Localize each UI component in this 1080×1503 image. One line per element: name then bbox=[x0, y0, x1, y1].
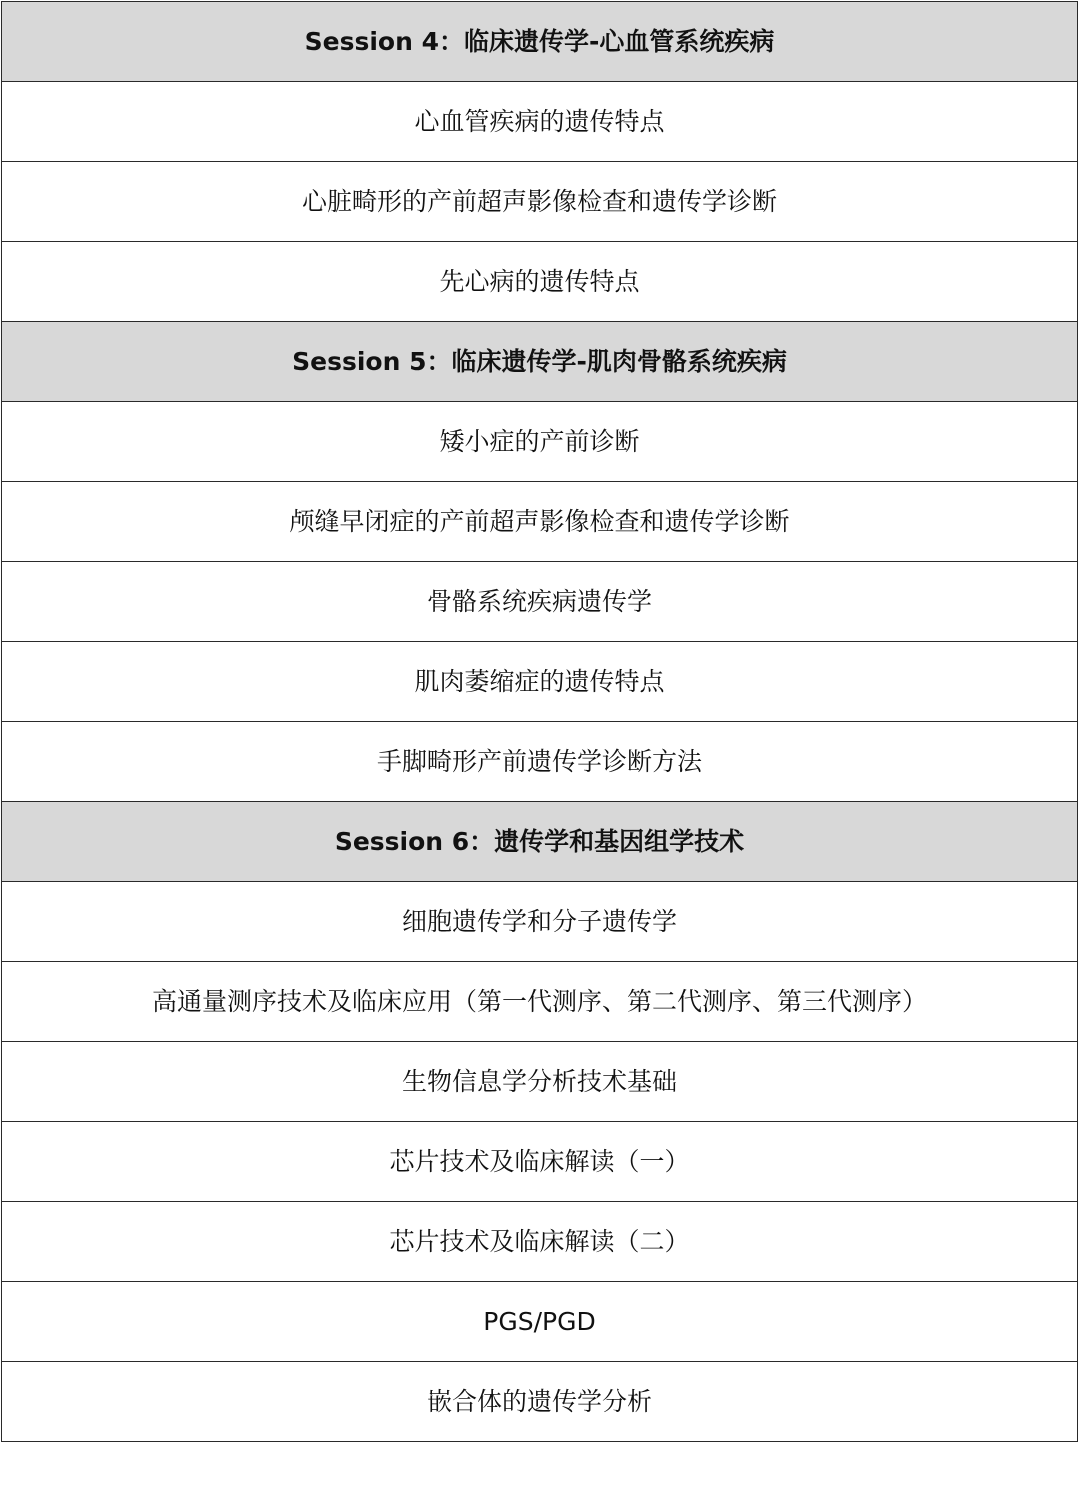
session-title: Session 6：遗传学和基因组学技术 bbox=[2, 802, 1078, 882]
topic-row bbox=[2, 722, 1078, 802]
session-header-row bbox=[2, 2, 1078, 82]
session-title: Session 5：临床遗传学-肌肉骨骼系统疾病 bbox=[2, 322, 1078, 402]
session-title: Session 4：临床遗传学-心血管系统疾病 bbox=[2, 2, 1078, 82]
topic-row bbox=[2, 402, 1078, 482]
topic-cell: PGS/PGD bbox=[2, 1282, 1078, 1362]
topic-row bbox=[2, 1042, 1078, 1122]
topic-cell: 骨骼系统疾病遗传学 bbox=[2, 562, 1078, 642]
topic-row bbox=[2, 1202, 1078, 1282]
topic-row bbox=[2, 1362, 1078, 1442]
topic-row bbox=[2, 642, 1078, 722]
topic-row bbox=[2, 482, 1078, 562]
topic-row bbox=[2, 1122, 1078, 1202]
topic-row bbox=[2, 162, 1078, 242]
topic-cell: 颅缝早闭症的产前超声影像检查和遗传学诊断 bbox=[2, 482, 1078, 562]
topic-cell: 芯片技术及临床解读（二） bbox=[2, 1202, 1078, 1282]
topic-row bbox=[2, 562, 1078, 642]
topic-cell: 矮小症的产前诊断 bbox=[2, 402, 1078, 482]
topic-cell: 手脚畸形产前遗传学诊断方法 bbox=[2, 722, 1078, 802]
topic-cell: 细胞遗传学和分子遗传学 bbox=[2, 882, 1078, 962]
topic-row bbox=[2, 882, 1078, 962]
session-schedule-table bbox=[1, 1, 1078, 1442]
topic-row bbox=[2, 82, 1078, 162]
session-header-row bbox=[2, 802, 1078, 882]
schedule-body bbox=[2, 2, 1078, 1442]
topic-cell: 嵌合体的遗传学分析 bbox=[2, 1362, 1078, 1442]
topic-cell: 芯片技术及临床解读（一） bbox=[2, 1122, 1078, 1202]
topic-row bbox=[2, 962, 1078, 1042]
topic-row bbox=[2, 1282, 1078, 1362]
topic-cell: 心脏畸形的产前超声影像检查和遗传学诊断 bbox=[2, 162, 1078, 242]
topic-cell: 心血管疾病的遗传特点 bbox=[2, 82, 1078, 162]
topic-row bbox=[2, 242, 1078, 322]
topic-cell: 先心病的遗传特点 bbox=[2, 242, 1078, 322]
topic-cell: 生物信息学分析技术基础 bbox=[2, 1042, 1078, 1122]
topic-cell: 高通量测序技术及临床应用（第一代测序、第二代测序、第三代测序） bbox=[2, 962, 1078, 1042]
session-header-row bbox=[2, 322, 1078, 402]
topic-cell: 肌肉萎缩症的遗传特点 bbox=[2, 642, 1078, 722]
